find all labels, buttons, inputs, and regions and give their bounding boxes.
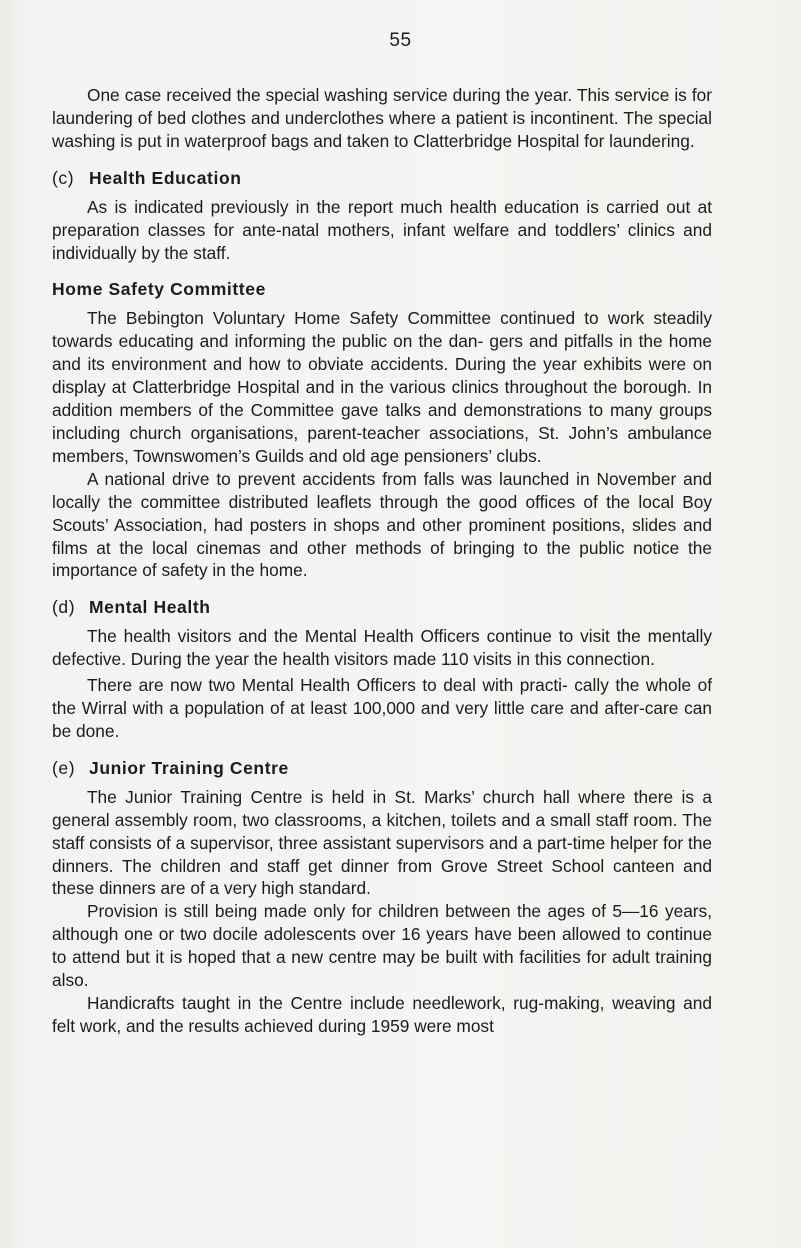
section-title: Home Safety Committee <box>52 279 266 300</box>
paragraph: A national drive to prevent accidents from falls was launched in November and locally the committee distributed leaflets through the good offices of the local Boy Scouts’ Association, had posters in shops and other prominent positions, slides and films at the local cinemas and other methods of bringing to the public notice the importance of safety in the home. <box>52 468 712 581</box>
paragraph: The health visitors and the Mental Health Officers continue to visit the mentally defective. During the year the health visitors made 110 visits in this connection. <box>52 626 712 670</box>
section-title: Health Education <box>89 167 242 188</box>
page-number: 55 <box>389 30 412 51</box>
home-safety-section <box>52 278 712 582</box>
paragraph: The Junior Training Centre is held in St. Marks’ church hall where there is a general assembly room, two classrooms, a kitchen, toilets and a small staff room. The staff consists of a supervisor, three assistant supervisors and a part-time helper for the dinners. The children and staff get dinner from Grove Street School canteen and these dinners are of a very high standard. <box>52 786 712 899</box>
paragraph: One case received the special washing service during the year. This service is for laundering of bed clothes and underclothes where a patient is incontinent. The special washing is put in waterproof bags and taken to Clatterbridge Hospital for laundering. <box>52 85 712 151</box>
mental-health-section <box>52 596 712 743</box>
paragraph: Provision is still being made only for children between the ages of 5—16 years, although one or two docile adolescents over 16 years have been allowed to continue to attend but it is hoped that a new centre may be built with facilities for adult training also. <box>52 901 712 991</box>
document-body <box>52 84 712 1038</box>
section-title: Mental Health <box>89 597 211 618</box>
section-heading <box>52 596 712 619</box>
section-title: Junior Training Centre <box>89 757 289 778</box>
paragraph: As is indicated previously in the report much health education is carried out at preparation classes for ante-natal mothers, infant welfare and toddlers’ clinics and individually by the staff. <box>52 196 712 263</box>
section-heading <box>52 757 712 780</box>
section-heading <box>52 167 712 190</box>
section-label: (e) <box>52 757 76 778</box>
health-education-section <box>52 167 712 265</box>
paragraph: There are now two Mental Health Officers to deal with practi- cally the whole of the Wirral with a population of at least 100,000 and very little care and after-care can be done. <box>52 675 712 741</box>
section-label: (d) <box>52 597 76 618</box>
junior-training-section <box>52 757 712 1038</box>
section-label: (c) <box>52 167 75 188</box>
paragraph: The Bebington Voluntary Home Safety Committee continued to work steadily towards educating and informing the public on the dan- gers and pitfalls in the home and its environment and how to obviate accidents. During the year exhibits were on display at Clatterbridge Hospital and in the various clinics throughout the borough. In addition members of the Committee gave talks and demonstrations to many groups including church organisations, parent-teacher associations, St. John’s ambulance members, Townswomen’s Guilds and old age pensioners’ clubs. <box>52 308 712 466</box>
intro-section <box>52 84 712 153</box>
section-heading <box>52 278 712 301</box>
paragraph: Handicrafts taught in the Centre include needlework, rug-making, weaving and felt work, and the results achieved during 1959 were most <box>52 993 712 1036</box>
